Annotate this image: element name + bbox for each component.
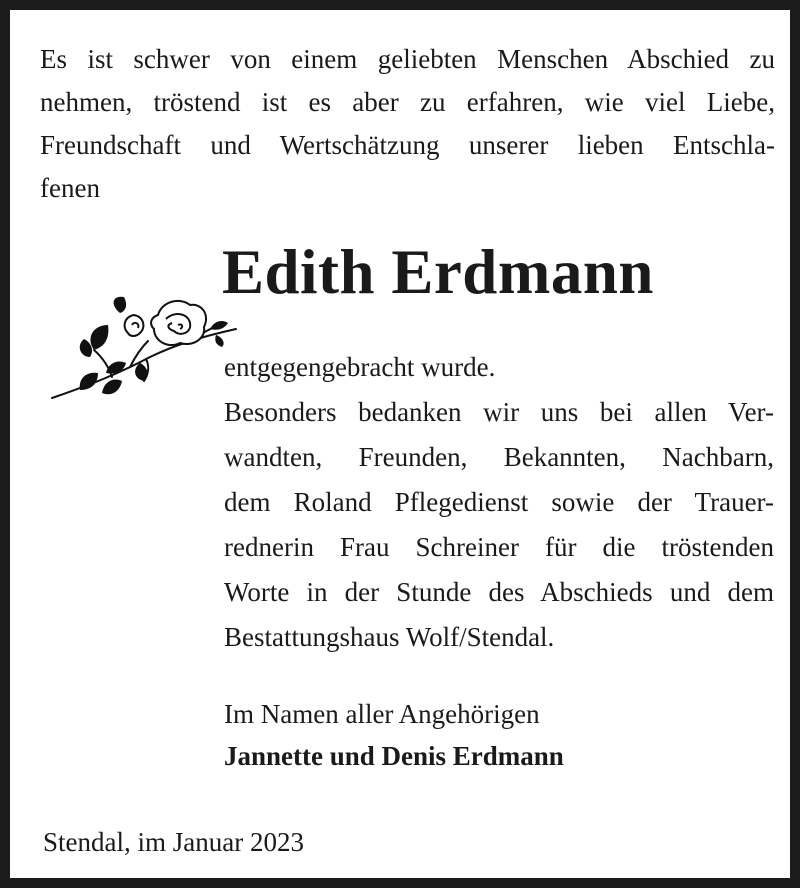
body-line: wandten, Freunden, Bekannten, Nachbarn, [224,442,774,472]
intro-line: nehmen, tröstend ist es aber zu erfahren, wie viel Liebe, [40,87,775,117]
place-date: Stendal, im Januar 2023 [43,827,304,857]
body-line: Worte in der Stunde des Abschieds und dem [224,577,774,607]
intro-line: fenen [40,173,100,203]
body-line: Bestattungshaus Wolf/Stendal. [224,622,555,652]
body-line: entgegengebracht wurde. [224,352,496,382]
signature-block [224,693,564,777]
intro-paragraph [40,38,775,210]
body-line: Besonders bedanken wir uns bei allen Ver- [224,397,774,427]
signature-names: Jannette und Denis Erdmann [224,741,564,771]
rose-icon [50,295,240,410]
body-line: rednerin Frau Schreiner für die tröstenden [224,532,774,562]
deceased-name: Edith Erdmann [222,237,654,307]
intro-line: Freundschaft und Wertschätzung unserer lieben Entschla- [40,130,775,160]
signature-line: Im Namen aller Angehörigen [224,699,540,729]
body-line: dem Roland Pflegedienst sowie der Trauer- [224,487,774,517]
intro-line: Es ist schwer von einem geliebten Menschen Abschied zu [40,44,775,74]
thanks-paragraph [224,345,774,660]
